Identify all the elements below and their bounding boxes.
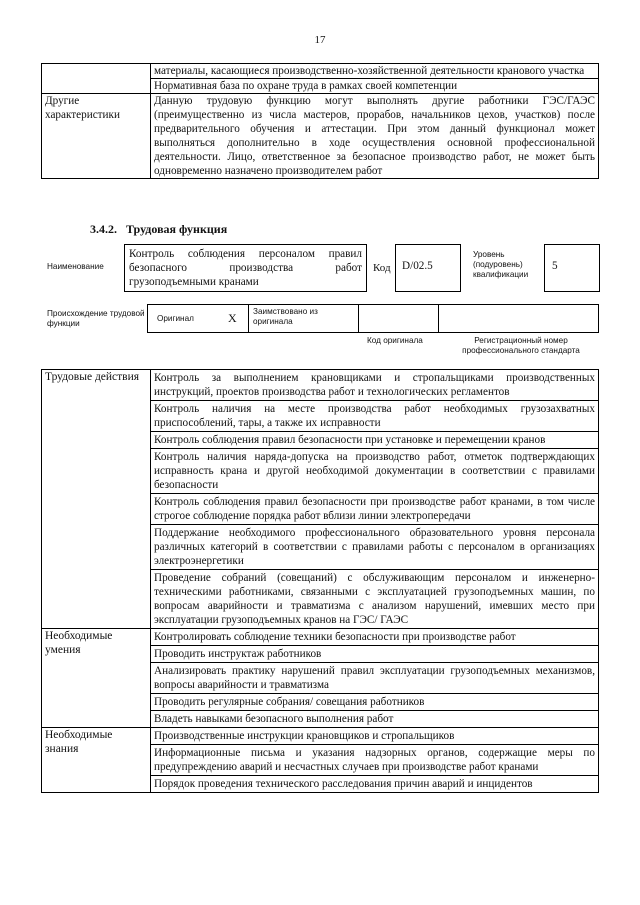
item-cell: Контроль за выполнением крановщиками и стропальщиками производственных инструкций, проектов производства работ и технологических регламентов: [151, 370, 599, 401]
code-label: Код: [373, 262, 391, 274]
function-details-table: [41, 369, 599, 793]
borrowed-cell: [248, 304, 359, 333]
item-cell: Контроль наличия наряда-допуска на производство работ, отметок подтверждающих исправность крана и другой необходимой документации в соответствии с правилами безопасности: [151, 449, 599, 494]
category-cell: Трудовые действия: [42, 370, 151, 629]
item-cell: Проводить регулярные собрания/ совещания работников: [151, 694, 599, 711]
code-value: D/02.5: [402, 260, 433, 272]
level-box: [544, 244, 600, 292]
continuation-table: [41, 63, 599, 179]
item-cell: Порядок проведения технического расследования причин аварий и инцидентов: [151, 776, 599, 793]
item-cell: Производственные инструкции крановщиков и стропальщиков: [151, 728, 599, 745]
item-cell: Контроль соблюдения правил безопасности при производстве работ кранами, в том числе строгое соблюдение порядка работ вблизи линии электропередачи: [151, 494, 599, 525]
category-cell: Другие характеристики: [42, 94, 151, 179]
item-cell: Данную трудовую функцию могут выполнять другие работники ГЭС/ГАЭС (преимущественно из числа мастеров, прорабов, начальников цехов, участков) после предварительного обучения и аттестации. При этом данный функционал может выполняться дополнительно в ходе осуществления основной профессиональной деятельности. Лицо, ответственное за безопасное производство работ, не может быть одновременно назначено производителем работ: [151, 94, 599, 179]
category-cell: Необходимые знания: [42, 728, 151, 793]
section-number: 3.4.2.: [90, 222, 117, 236]
item-cell: Информационные письма и указания надзорных органов, содержащие меры по предупреждению аварий и несчастных случаев при производстве работ кранами: [151, 745, 599, 776]
table-row: [42, 94, 599, 179]
category-cell: [42, 64, 151, 94]
table-row: [42, 64, 599, 79]
code-box: [395, 244, 461, 292]
item-cell: Поддержание необходимого профессионального образовательного уровня персонала различных категорий в соответствии с правилами работы с персоналом в организациях электроэнергетики: [151, 525, 599, 570]
function-name-box: [124, 244, 367, 292]
level-value: 5: [552, 260, 558, 272]
category-cell: Необходимые умения: [42, 629, 151, 728]
borrowed-label: Заимствовано из оригинала: [253, 307, 318, 326]
item-cell: Владеть навыками безопасного выполнения работ: [151, 711, 599, 728]
origin-row: [147, 304, 599, 333]
level-label: Уровень (подуровень) квалификации: [473, 250, 529, 279]
registration-number-caption: Регистрационный номер профессионального стандарта: [462, 336, 580, 355]
item-cell: Анализировать практику нарушений правил эксплуатации грузоподъемных механизмов, вопросы аварийности и травматизма: [151, 663, 599, 694]
name-label: Наименование: [47, 262, 104, 271]
original-code-cell: [358, 304, 439, 333]
original-label: Оригинал: [157, 314, 194, 323]
section-title: Трудовая функция: [126, 222, 228, 236]
table-row: [42, 728, 599, 745]
item-cell: Проводить инструктаж работников: [151, 646, 599, 663]
original-code-caption: Код оригинала: [367, 336, 423, 345]
item-cell: Контроль наличия на месте производства работ необходимых грузозахватных приспособлений, тары, а также их исправности: [151, 401, 599, 432]
section-heading: [90, 222, 227, 237]
table-row: [42, 370, 599, 401]
registration-number-cell: [438, 304, 599, 333]
page-number: 17: [314, 34, 326, 46]
original-mark: X: [228, 311, 237, 325]
origin-label: Происхождение трудовой функции: [47, 309, 145, 328]
item-cell: Контроль соблюдения правил безопасности при установке и перемещении кранов: [151, 432, 599, 449]
item-cell: Нормативная база по охране труда в рамках своей компетенции: [151, 79, 599, 94]
item-cell: материалы, касающиеся производственно-хозяйственной деятельности кранового участка: [151, 64, 599, 79]
function-name: Контроль соблюдения персоналом правил безопасного производства работ грузоподъемными кранами: [129, 248, 362, 288]
table-row: [42, 629, 599, 646]
original-cell: [147, 304, 249, 333]
item-cell: Контролировать соблюдение техники безопасности при производстве работ: [151, 629, 599, 646]
item-cell: Проведение собраний (совещаний) с обслуживающим персоналом и инженерно-техническими работниками, связанными с эксплуатацией грузоподъемных машин, по вопросам аварийности и травматизма с анализом нарушений, имевших место при эксплуатации грузоподъемных кранов на ГЭС/ ГАЭС: [151, 570, 599, 629]
